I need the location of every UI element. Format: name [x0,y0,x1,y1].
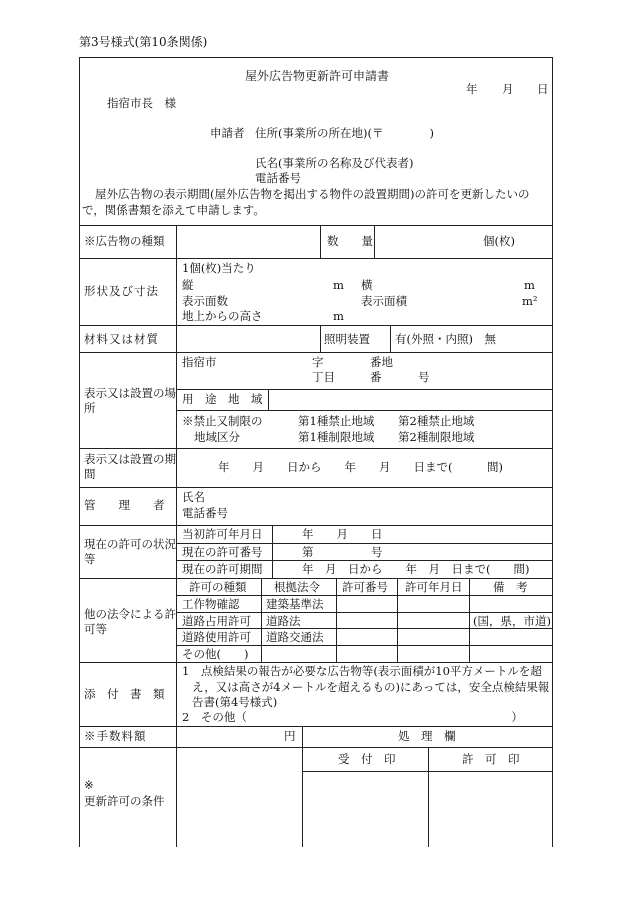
location-go: 号 [418,370,430,384]
permit-period-value[interactable]: 年 月 日から 年 月 日まで( 間) [302,562,530,576]
height-unit: m [333,309,344,323]
permit-number-value[interactable]: 第 号 [302,545,383,559]
lighting-options[interactable]: 有(外照・内照) 無 [395,332,496,346]
display-count-label: 表示面数 [182,294,228,308]
applicant-address-field[interactable]: 住所(事業所の所在地)(〒 ) [255,126,434,140]
period-label: 表示又は設置の期間 [84,452,176,481]
other-laws-label: 他の法令による許可等 [84,607,176,636]
laws-header-type: 許可の種類 [189,580,247,594]
location-banchi: 番地 [370,355,393,369]
per-unit-label: 1個(枚)当たり [182,261,256,275]
laws-header-date: 許可年月日 [405,580,463,594]
conditions-label: 更新許可の条件 [84,794,165,808]
area-unit: m² [522,294,538,308]
location-label: 表示又は設置の場所 [84,386,176,415]
location-city: 指宿市 [182,355,217,369]
addressee: 指宿市長 様 [107,96,176,110]
form-number: 第3号様式(第10条関係) [79,35,208,49]
attachment-item1-line3: 告書(第4号様式) [192,695,278,709]
height-label: 地上からの高さ [182,309,263,323]
zone-type2-restricted[interactable]: 第2種制限地域 [398,430,475,444]
location-aza: 字 [312,355,324,369]
laws-row-2-type: 道路占用許可 [182,614,251,628]
form-title: 屋外広告物更新許可申請書 [245,69,390,83]
horizontal-label: 横 [361,278,373,292]
location-chome: 丁目 [312,370,335,384]
shape-label: 形状及び寸法 [84,284,159,298]
display-area-label: 表示面積 [361,294,407,308]
restriction-label-1: ※禁止又制限の [182,414,263,428]
laws-row-3-basis: 道路交通法 [266,630,324,644]
location-ban: 番 [370,370,382,384]
laws-row-3-type: 道路使用許可 [182,630,251,644]
first-permit-date-value[interactable]: 年 月 日 [302,527,383,541]
attachments-label: 添 付 書 類 [84,687,165,701]
first-permit-date-label: 当初許可年月日 [182,527,263,541]
attachment-item1-line2: え，又は高さが4メートルを超えるもの)にあっては，安全点検結果報 [192,680,550,694]
attachment-item2[interactable]: 2 その他（ ） [182,710,523,724]
permit-number-label: 現在の許可番号 [182,545,263,559]
current-permit-label: 現在の許可の状況等 [84,537,176,566]
statement-line-2: で，関係書類を添えて申請します。 [82,203,265,217]
laws-header-remarks: 備 考 [493,580,528,594]
manager-phone[interactable]: 電話番号 [182,506,228,520]
conditions-mark: ※ [84,778,94,792]
laws-row-2-basis: 道路法 [266,614,301,628]
laws-row-4-type: その他( ) [182,647,249,661]
attachment-item1-line1: 1 点検結果の報告が必要な広告物等(表示面積が10平方メートルを超 [182,664,542,678]
zone-type2-prohibited[interactable]: 第2種禁止地域 [398,414,475,428]
laws-row-1-type: 工作物確認 [182,597,240,611]
quantity-unit: 個(枚) [483,234,515,248]
processing-label: 処 理 欄 [398,729,456,743]
laws-header-number: 許可番号 [342,580,388,594]
date-month[interactable]: 月 [502,82,514,96]
vertical-unit: m [333,278,344,292]
applicant-label: 申請者 [210,126,245,140]
quantity-label: 数 量 [327,234,373,248]
receipt-stamp-label: 受 付 印 [338,752,396,766]
material-label: 材料又は材質 [84,332,159,346]
kind-label: ※広告物の種類 [84,234,165,248]
date-year[interactable]: 年 [466,82,478,96]
applicant-phone-field[interactable]: 電話番号 [255,171,301,185]
vertical-label: 縦 [182,278,194,292]
zone-type1-restricted[interactable]: 第1種制限地域 [298,430,375,444]
fee-unit: 円 [284,729,296,743]
statement-line-1: 屋外広告物の表示期間(屋外広告物を掲出する物件の設置期間)の許可を更新したいの [95,187,530,201]
manager-name[interactable]: 氏名 [182,490,205,504]
fee-label: ※手数料額 [84,729,147,743]
zone-type1-prohibited[interactable]: 第1種禁止地域 [298,414,375,428]
restriction-label-2: 地域区分 [194,430,240,444]
period-value[interactable]: 年 月 日から 年 月 日まで( 間) [218,460,503,474]
horizontal-unit: m [524,278,535,292]
permit-stamp-label: 許 可 印 [462,752,520,766]
zoning-label: 用 途 地 域 [182,392,263,406]
manager-label: 管 理 者 [84,498,165,512]
applicant-name-field[interactable]: 氏名(事業所の名称及び代表者) [255,156,414,170]
laws-row-2-remarks: (国，県，市道) [473,614,551,628]
permit-period-label: 現在の許可期間 [182,562,263,576]
date-day[interactable]: 日 [537,82,549,96]
laws-header-basis: 根拠法令 [274,580,320,594]
laws-row-1-basis: 建築基準法 [266,597,324,611]
lighting-label: 照明装置 [324,332,370,346]
